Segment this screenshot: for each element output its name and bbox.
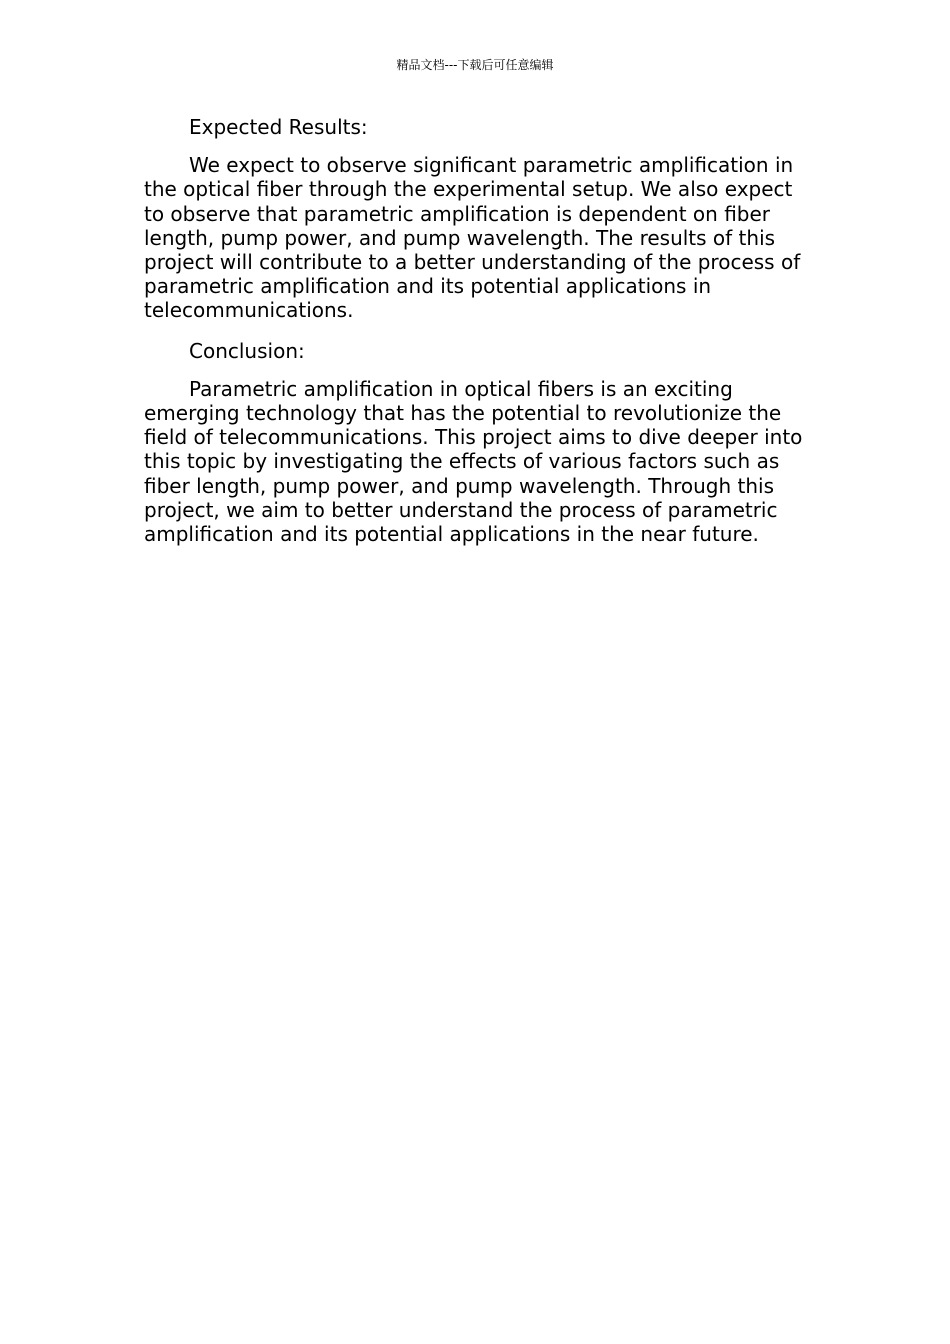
section-heading-conclusion: Conclusion:: [189, 338, 305, 363]
document-body: [144, 113, 810, 560]
section-paragraph-conclusion: Parametric amplification in optical fibers is an exciting emerging technology that has the potential to revolutionize the field of telecommunications. This project aims to dive deeper into this topic by investigating the effects of various factors such as fiber length, pump power, and pump wavelength. Through this project, we aim to better understand the process of parametric amplification and its potential applications in the near future.: [144, 376, 803, 547]
section-heading-expected-results: Expected Results:: [189, 115, 368, 139]
page-header: 精品文档---下载后可任意编辑: [396, 58, 554, 72]
section-paragraph-expected-results: We expect to observe significant parametric amplification in the optical fiber through the experimental setup. We also expect to observe that parametric amplification is dependent on fiber length, pump power, and pump wavelength. The results of this project will contribute to a better understanding of the process of parametric amplification and its potential applications in telecommunications.: [144, 153, 801, 323]
